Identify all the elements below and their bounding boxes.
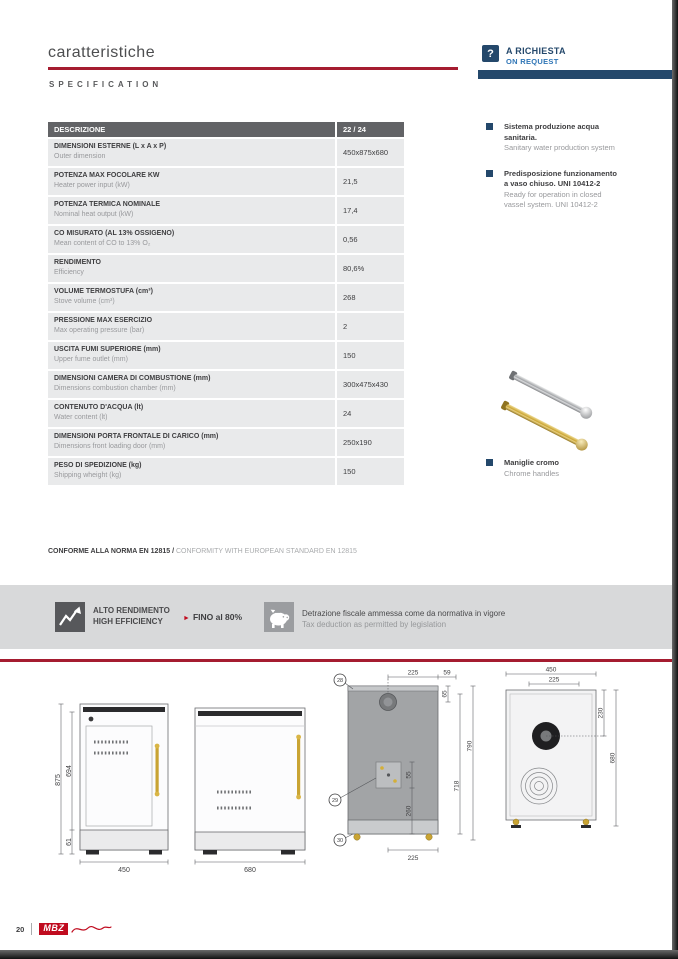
spec-name-it: DIMENSIONI ESTERNE (L x A x P) [54, 143, 167, 150]
spec-value: 150 [335, 342, 404, 369]
spec-name-it: CO MISURATO (AL 13% OSSIGENO) [54, 230, 175, 237]
bullet-square-icon [486, 123, 493, 130]
bullet-square-icon [486, 170, 493, 177]
spec-name-it: DIMENSIONI CAMERA DI COMBUSTIONE (mm) [54, 375, 211, 382]
question-icon [482, 45, 499, 62]
feature-label-it: Predisposizione funzionamento a vaso chiuso. UNI 10412-2 [504, 168, 617, 188]
dim-front-base-height: 61 [66, 838, 73, 846]
feature-label-it: Maniglie cromo [504, 458, 560, 467]
spec-name-en: Efficiency [54, 268, 84, 276]
callout-28: 28 [336, 678, 344, 685]
question-glyph: ? [487, 47, 494, 60]
spec-value: 17,4 [335, 197, 404, 224]
spec-name-it: PRESSIONE MAX ESERCIZIO [54, 317, 153, 324]
spec-name-en: Dimensions front loading door (mm) [54, 442, 166, 450]
page-subtitle: SPECIFICATION [49, 80, 163, 89]
feature-list [486, 122, 632, 226]
feature-label-en: Ready for operation in closed vassel system. UNI 10412-2 [504, 189, 602, 209]
red-arrow-icon: ► [183, 615, 190, 622]
request-label-it: A RICHIESTA [506, 46, 566, 56]
table-row [48, 195, 404, 224]
table-row [48, 456, 404, 485]
spec-name-it: RENDIMENTO [54, 259, 101, 266]
spec-name-it: VOLUME TERMOSTUFA (cm³) [54, 288, 153, 295]
spec-value: 21,5 [335, 168, 404, 195]
table-row [48, 427, 404, 456]
spec-name-en: Outer dimension [54, 152, 106, 160]
scan-edge-right [672, 0, 678, 959]
col-header-description: DESCRIZIONE [54, 125, 106, 134]
list-item [486, 122, 632, 154]
spec-table [48, 122, 404, 485]
dim-rear-790: 790 [466, 740, 474, 752]
dim-rear-top-width: 225 [407, 669, 419, 677]
rear-view-drawing [326, 668, 481, 873]
conformity-it: CONFORME ALLA NORMA EN 12815 / [48, 548, 175, 555]
spec-name-it: PESO DI SPEDIZIONE (kg) [54, 462, 142, 469]
table-row [48, 282, 404, 311]
spec-value: 450x875x680 [335, 139, 404, 166]
table-header-row [48, 122, 404, 137]
spec-name-en: Mean content of CO to 13% O₂ [54, 239, 151, 247]
spec-value: 0,56 [335, 226, 404, 253]
dim-back-680: 680 [609, 752, 617, 764]
spec-name-it: POTENZA TERMICA NOMINALE [54, 201, 161, 208]
logo-script-flourish [70, 922, 112, 936]
efficiency-band [0, 585, 678, 649]
spec-name-en: Stove volume (cm³) [54, 297, 115, 305]
spec-name-en: Max operating pressure (bar) [54, 326, 145, 334]
on-request-labels [506, 45, 566, 66]
on-request-badge [482, 45, 566, 66]
dim-back-inner: 225 [548, 676, 560, 684]
dim-rear-718: 718 [453, 780, 461, 792]
efficiency-chart-icon [55, 602, 85, 632]
tax-deduction-note [302, 608, 505, 630]
feature-label-en: Chrome handles [504, 468, 560, 478]
dim-rear-65: 65 [441, 690, 449, 698]
dim-rear-260: 260 [405, 805, 413, 817]
dim-front-total-height: 875 [55, 774, 62, 786]
divider-rule [0, 659, 678, 662]
callout-30: 30 [336, 838, 344, 845]
feature-chrome-handles [486, 458, 632, 494]
title-rule [48, 67, 458, 70]
spec-name-en: Shipping wheight (kg) [54, 471, 122, 479]
dim-back-230: 230 [597, 707, 605, 719]
efficiency-value [183, 612, 242, 622]
tax-note-it: Detrazione fiscale ammessa come da normativa in vigore [302, 609, 506, 618]
spec-value: 2 [335, 313, 404, 340]
table-row [48, 311, 404, 340]
spec-value: 80,6% [335, 255, 404, 282]
table-row [48, 340, 404, 369]
conformity-en: CONFORMITY WITH EUROPEAN STANDARD EN 12815 [174, 548, 357, 555]
table-row [48, 137, 404, 166]
callout-29: 29 [331, 798, 339, 805]
dim-rear-top-offset: 59 [443, 669, 451, 677]
page-title: caratteristiche [48, 44, 156, 61]
spec-value: 250x190 [335, 429, 404, 456]
dim-rear-bottom-width: 225 [407, 855, 419, 862]
list-item [486, 458, 632, 479]
col-header-model: 22 / 24 [335, 122, 404, 137]
spec-name-it: USCITA FUMI SUPERIORE (mm) [54, 346, 161, 353]
request-label-en: ON REQUEST [506, 57, 559, 66]
efficiency-label-en: HIGH EFFICIENCY [93, 616, 163, 626]
table-row [48, 398, 404, 427]
table-row [48, 253, 404, 282]
efficiency-label-it: ALTO RENDIMENTO [93, 606, 170, 615]
feature-label-it: Sistema produzione acqua sanitaria. [504, 122, 600, 142]
chrome-handles-image [494, 360, 622, 454]
dim-front-body-height: 694 [66, 765, 73, 777]
spec-value: 150 [335, 458, 404, 485]
efficiency-labels [93, 606, 170, 628]
spec-name-it: POTENZA MAX FOCOLARE KW [54, 172, 160, 179]
brand-logo: MBZ [39, 923, 68, 935]
spec-name-en: Upper fume outlet (mm) [54, 355, 128, 363]
feature-label-en: Sanitary water production system [504, 143, 615, 152]
spec-name-it: CONTENUTO D'ACQUA (lt) [54, 404, 144, 411]
table-row [48, 369, 404, 398]
spec-value: 300x475x430 [335, 371, 404, 398]
spec-name-it: DIMENSIONI PORTA FRONTALE DI CARICO (mm) [54, 433, 219, 440]
dim-back-width: 450 [545, 666, 557, 674]
dim-side-depth: 680 [244, 867, 256, 874]
bullet-square-icon [486, 459, 493, 466]
top-back-view-drawing [494, 666, 629, 846]
piggy-bank-icon [264, 602, 294, 632]
table-row [48, 224, 404, 253]
dim-rear-55: 55 [405, 771, 413, 779]
side-view-drawing [183, 700, 323, 878]
scan-edge-bottom [0, 950, 678, 959]
page-number: 20 [16, 924, 25, 934]
dim-front-width: 450 [118, 867, 130, 874]
front-view-drawing [52, 690, 184, 882]
footer-divider [31, 923, 32, 935]
spec-value: 24 [335, 400, 404, 427]
page-footer [16, 922, 112, 936]
spec-value: 268 [335, 284, 404, 311]
table-row [48, 166, 404, 195]
efficiency-value-text: FINO al 80% [192, 612, 243, 622]
spec-name-en: Heater power input (kW) [54, 181, 130, 189]
header-navy-bar [478, 70, 678, 79]
spec-name-en: Dimensions combustion chamber (mm) [54, 384, 176, 392]
conformity-note [48, 548, 357, 555]
list-item [486, 169, 632, 211]
tax-note-en: Tax deduction as permitted by legislation [302, 620, 447, 630]
spec-name-en: Water content (lt) [54, 413, 108, 421]
spec-name-en: Nominal heat output (kW) [54, 210, 134, 218]
